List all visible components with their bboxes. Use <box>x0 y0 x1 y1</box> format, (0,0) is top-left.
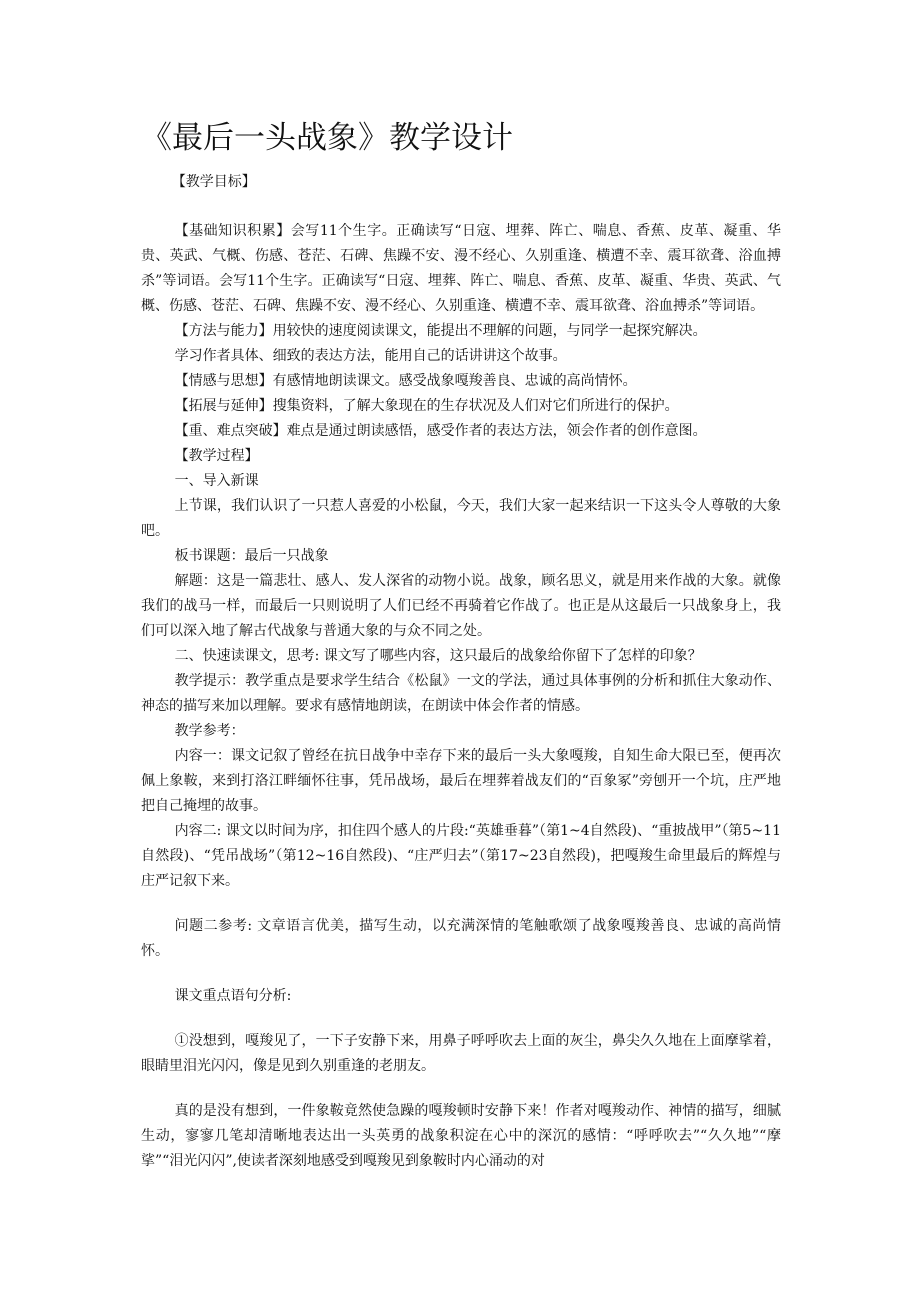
key-sentence-one: ①没想到，嘎羧见了，一下子安静下来，用鼻子呼呼吹去上面的灰尘，鼻尖久久地在上面摩挲着，眼睛里泪光闪闪，像是见到久别重逢的老朋友。 <box>141 1033 781 1074</box>
analysis-heading: 课文重点语句分析: <box>174 988 292 1004</box>
spacer <box>141 964 781 984</box>
extension-paragraph: 【拓展与延伸】搜集资料，了解大象现在的生存状况及人们对它们所进行的保护。 <box>174 398 679 414</box>
content-two-paragraph: 内容二: 课文以时间为序，扣住四个感人的片段:“英雄垂暮”（第1~4自然段)、“重披战甲”（第5~11自然段)、“凭吊战场”（第12~16自然段)、“庄严归去”（第17~23自然段)，把嘎羧生命里最后的辉煌与庄严记叙下来。 <box>141 823 781 889</box>
key-points-paragraph: 【重、难点突破】难点是通过朗读感悟，感受作者的表达方法，领会作者的创作意图。 <box>174 423 707 439</box>
spacer <box>141 1009 781 1029</box>
analysis-one-paragraph: 真的是没有想到，一件象鞍竟然使急躁的嘎羧顿时安静下来！作者对嘎羧动作、神情的描写，细腻生动，寥寥几笔却清晰地表达出一头英勇的战象积淀在心中的深沉的感情：“呼呼吹去”“久久地”“摩挲”“泪光闪闪”,使读者深刻地感受到嘎羧见到象鞍时内心涌动的对 <box>141 1103 781 1169</box>
board-title-line: 板书课题：最后一只战象 <box>174 548 329 564</box>
spacer <box>141 1079 781 1099</box>
spacer <box>141 894 781 914</box>
section-heading-intro: 一、导入新课 <box>174 473 259 489</box>
content-one-paragraph: 内容一：课文记叙了曾经在抗日战争中幸存下来的最后一头大象嘎羧，自知生命大限已至，便再次佩上象鞍，来到打洛江畔缅怀往事，凭吊战场，最后在埋葬着战友们的“百象冢”旁刨开一个坑，庄严地把自己掩埋的故事。 <box>141 748 781 814</box>
document-page <box>141 112 781 1174</box>
explain-title-paragraph: 解题：这是一篇悲壮、感人、发人深省的动物小说。战象，顾名思义，就是用来作战的大象。就像我们的战马一样，而最后一只则说明了人们已经不再骑着它作战了。也正是从这最后一只战象身上，我们可以深入地了解古代战象与普通大象的与众不同之处。 <box>141 573 781 639</box>
reference-heading: 教学参考： <box>174 723 245 739</box>
emotion-paragraph: 【情感与思想】有感情地朗读课文。感受战象嘎羧善良、忠诚的高尚情怀。 <box>174 373 637 389</box>
section-heading-reading: 二、快速读课文，思考: 课文写了哪些内容，这只最后的战象给你留下了怎样的印象？ <box>174 648 702 664</box>
method-ability-paragraph: 【方法与能力】用较快的速度阅读课文，能提出不理解的问题，与同学一起探究解决。 <box>174 323 707 339</box>
objectives-heading: 【教学目标】 <box>171 174 256 190</box>
basic-knowledge-paragraph: 【基础知识积累】会写11个生字。正确读写“日寇、埋葬、阵亡、喘息、香蕉、皮革、凝重、华贵、英武、气概、伤感、苍茫、石碑、焦躁不安、漫不经心、久别重逢、横遭不幸、震耳欲聋、浴血搏杀”等词语。会写11个生字。正确读写“日寇、埋葬、阵亡、喘息、香蕉、皮革、凝重、华贵、英武、气概、伤感、苍茫、石碑、焦躁不安、漫不经心、久别重逢、横遭不幸、震耳欲聋、浴血搏杀”等词语。 <box>141 223 781 314</box>
method-ability-continued: 学习作者具体、细致的表达方法，能用自己的话讲讲这个故事。 <box>174 348 567 364</box>
process-heading: 【教学过程】 <box>174 448 259 464</box>
intro-paragraph: 上节课，我们认识了一只惹人喜爱的小松鼠，今天，我们大家一起来结识一下这头令人尊敬的大象吧。 <box>141 498 781 539</box>
teaching-tip-paragraph: 教学提示：教学重点是要求学生结合《松鼠》一文的学法，通过具体事例的分析和抓住大象动作、神态的描写来加以理解。要求有感情地朗读，在朗读中体会作者的情感。 <box>141 673 781 714</box>
question-two-reference: 问题二参考: 文章语言优美，描写生动，以充满深情的笔触歌颂了战象嘎羧善良、忠诚的高尚情怀。 <box>141 918 781 959</box>
page-title: 《最后一头战象》教学设计 <box>141 120 513 156</box>
spacer <box>141 195 781 219</box>
